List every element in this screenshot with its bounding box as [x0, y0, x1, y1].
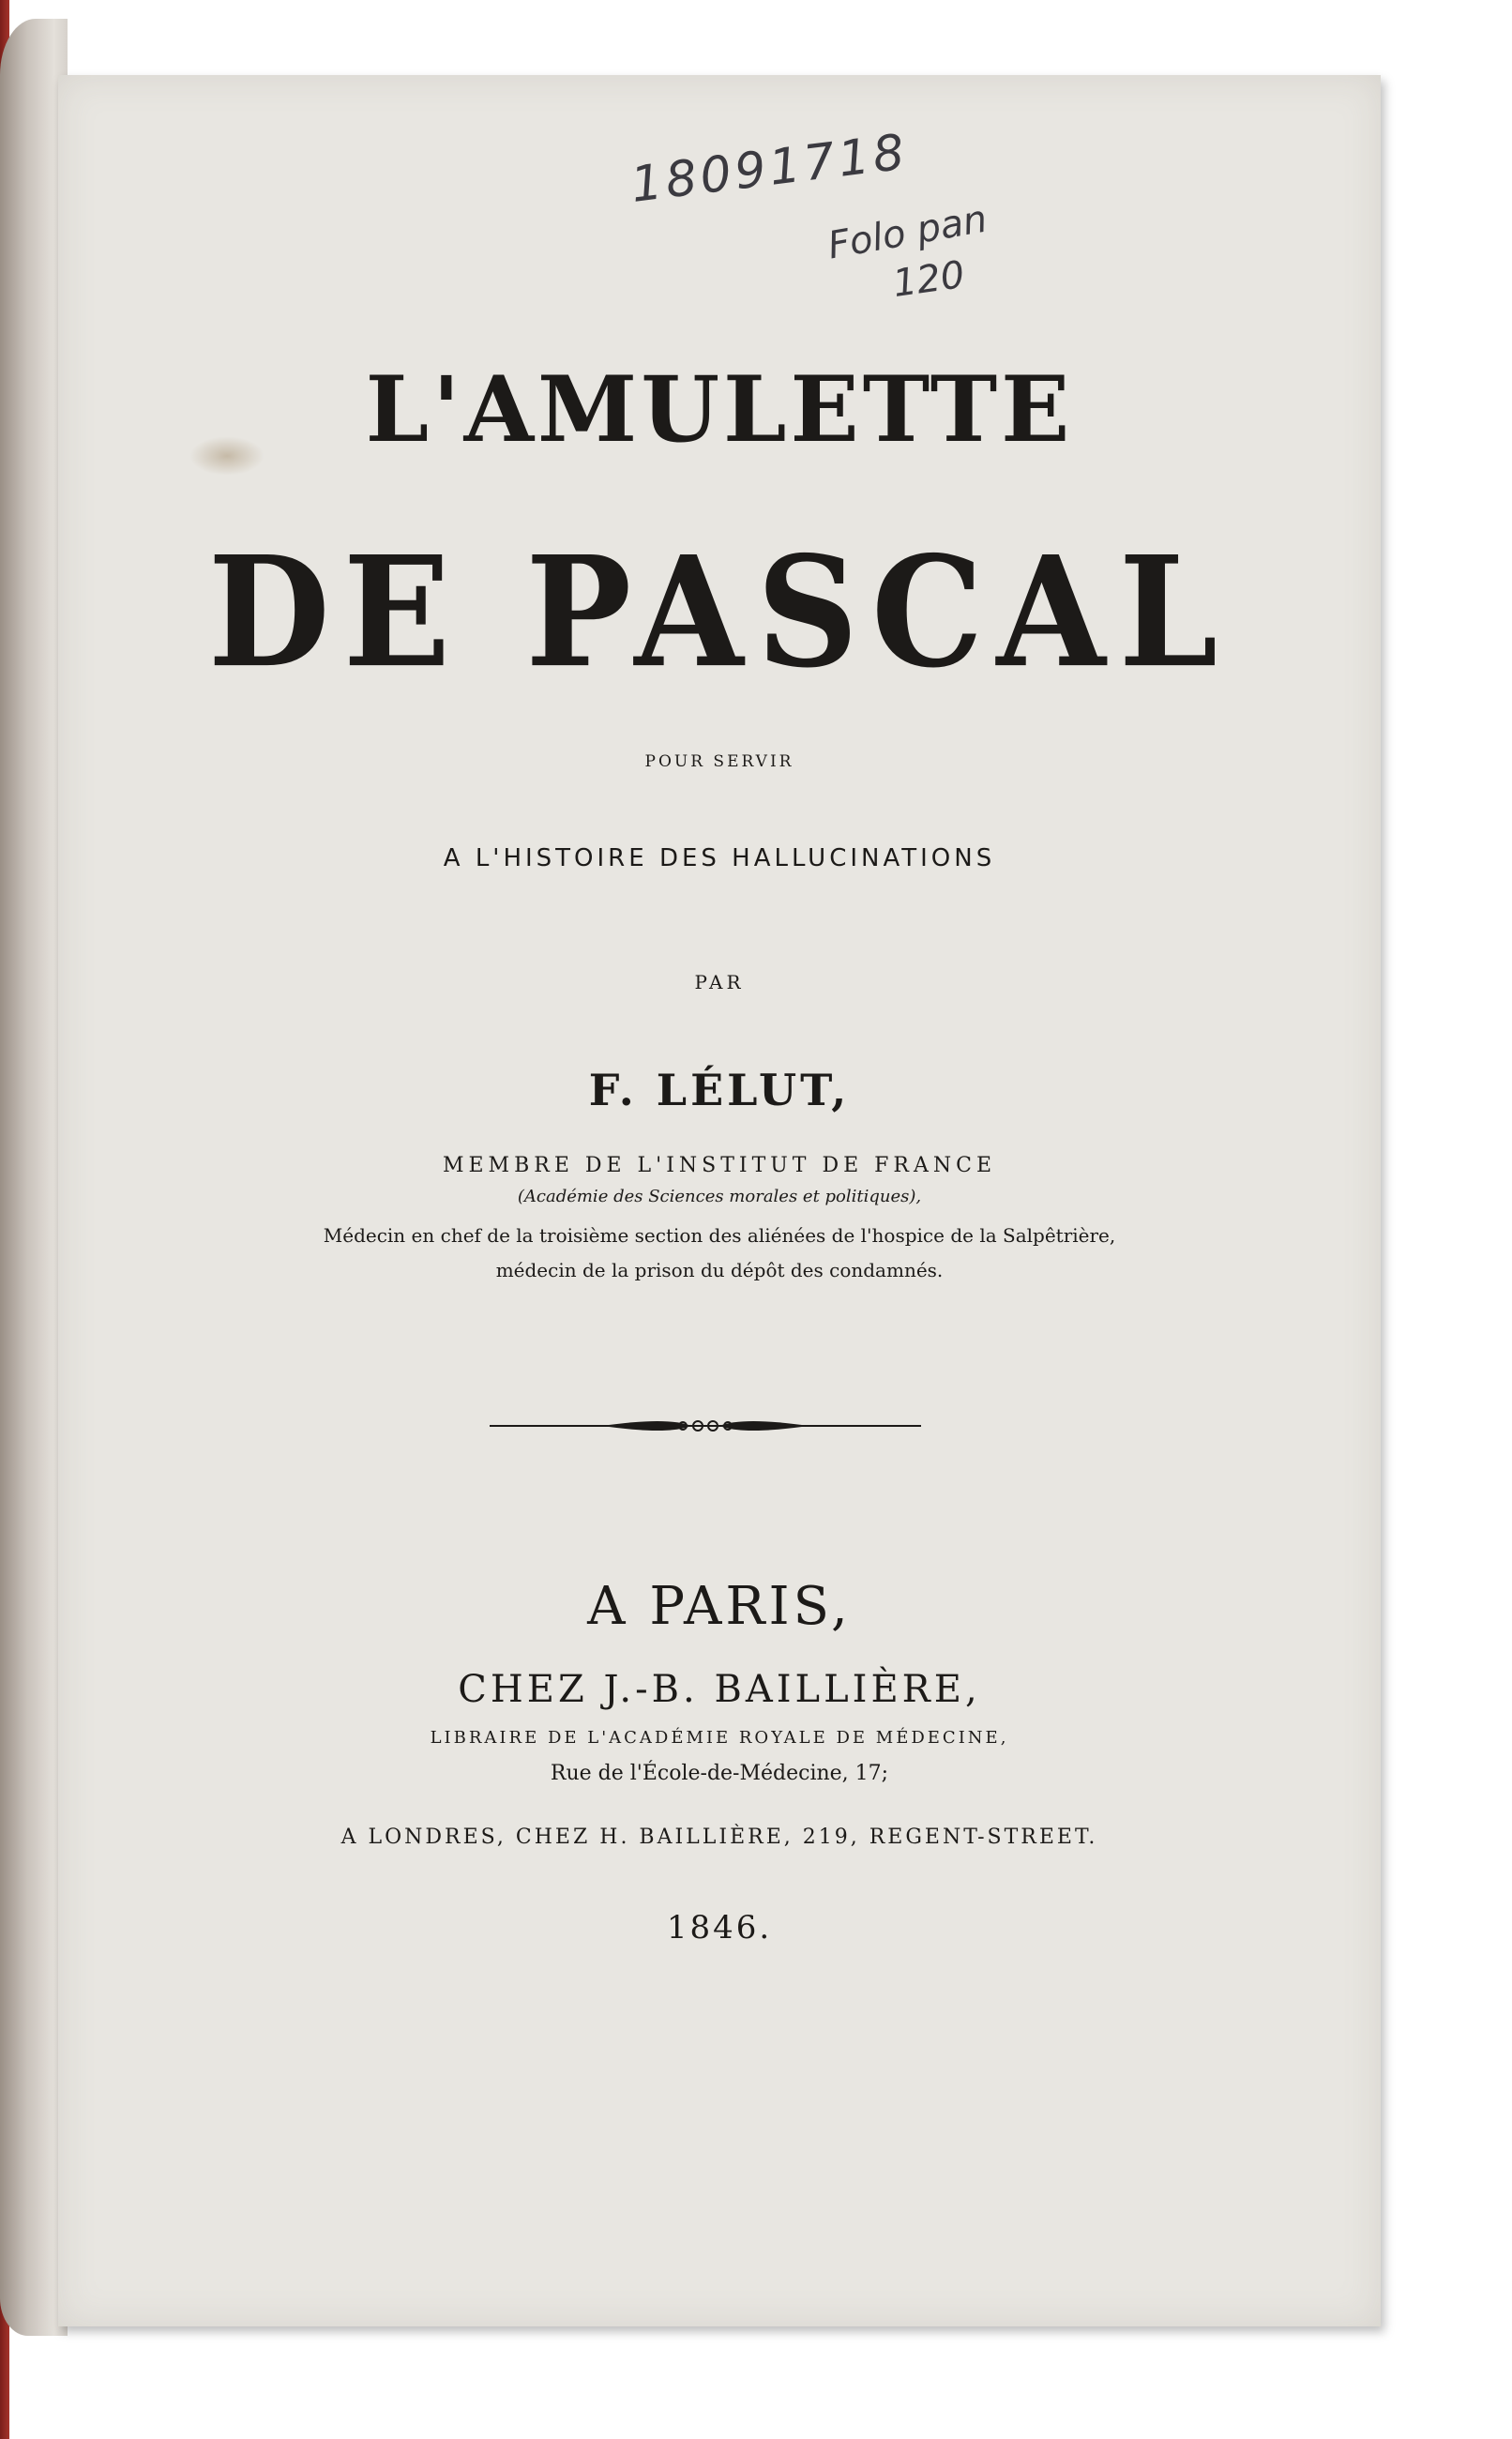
imprint-london: A LONDRES, CHEZ H. BAILLIÈRE, 219, REGENT-STREET. — [340, 1825, 1098, 1849]
author-membership: MEMBRE DE L'INSTITUT DE FRANCE — [442, 1154, 997, 1177]
title-line-2: DE PASCAL — [207, 523, 1232, 703]
handwritten-price: 120 — [890, 252, 968, 307]
imprint-year: 1846. — [666, 1909, 773, 1947]
author-par: PAR — [694, 971, 745, 993]
ornamental-rule — [490, 1412, 921, 1440]
imprint-address: Rue de l'École-de-Médecine, 17; — [550, 1762, 889, 1785]
imprint-publisher: CHEZ J.-B. BAILLIÈRE, — [458, 1668, 981, 1711]
subtitle-line-2: A L'HISTOIRE DES HALLUCINATIONS — [443, 844, 996, 872]
author-academy: (Académie des Sciences morales et politiques), — [517, 1187, 922, 1206]
handwritten-number: 18091718 — [627, 124, 912, 214]
author-position-2: médecin de la prison du dépôt des condamnés. — [495, 1259, 944, 1281]
imprint-city: A PARIS, — [587, 1576, 852, 1637]
handwritten-note: Folo pan — [824, 197, 990, 268]
author-position-1: Médecin en chef de la troisième section des aliénées de l'hospice de la Salpêtrière, — [323, 1224, 1116, 1247]
subtitle-line-1: POUR SERVIR — [644, 752, 794, 771]
title-page — [58, 75, 1381, 2326]
title-line-1: L'AMULETTE — [365, 356, 1074, 462]
imprint-publisher-title: LIBRAIRE DE L'ACADÉMIE ROYALE DE MÉDECINE, — [430, 1728, 1009, 1748]
author-name: F. LÉLUT, — [588, 1065, 851, 1115]
